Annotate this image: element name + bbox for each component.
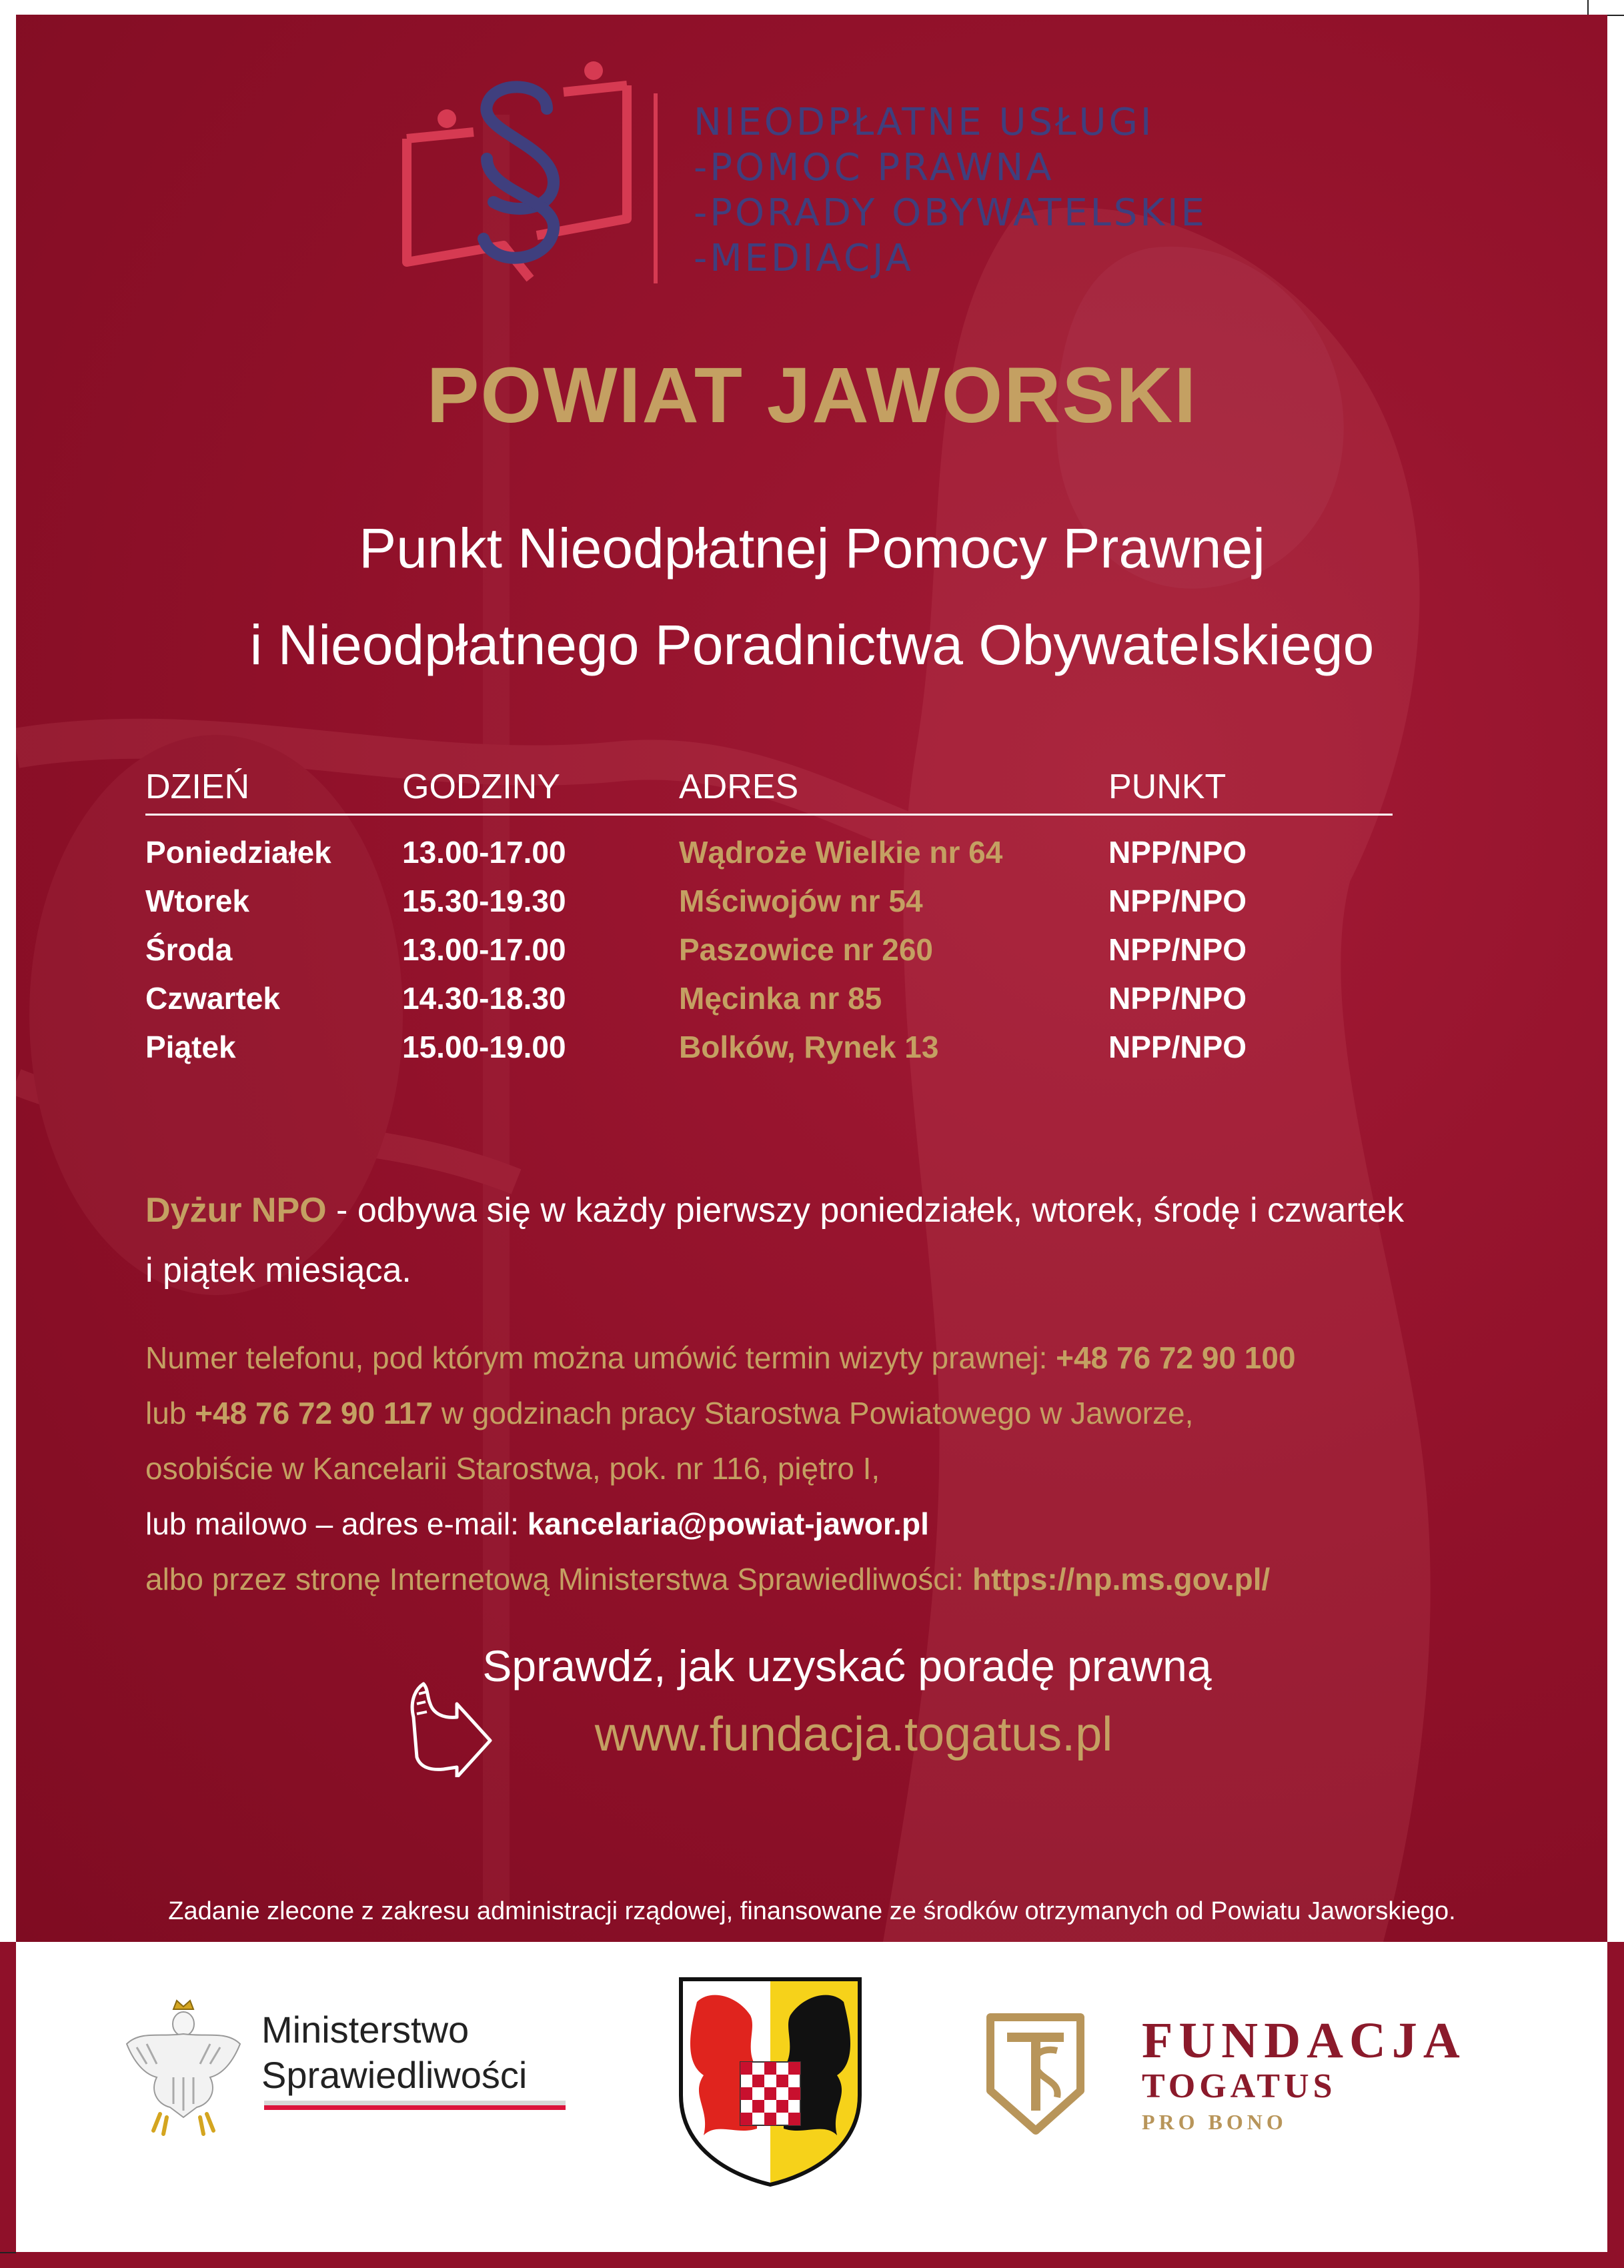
- logo-services-text: [694, 100, 1207, 281]
- row-hours: 15.30-19.30: [402, 884, 566, 918]
- polish-eagle-emblem: [120, 1997, 247, 2137]
- row-day: Piątek: [145, 1030, 236, 1064]
- county-title: POWIAT JAWORSKI: [426, 351, 1198, 439]
- row-address: Paszowice nr 260: [679, 932, 933, 967]
- table-row: [145, 878, 1393, 926]
- ministry-url-link[interactable]: https://np.ms.gov.pl/: [972, 1562, 1271, 1596]
- email-link[interactable]: kancelaria@powiat-jawor.pl: [527, 1506, 929, 1541]
- phone-number-2[interactable]: +48 76 72 90 117: [195, 1396, 434, 1430]
- row-address: Mściwojów nr 54: [679, 884, 923, 918]
- header-address: ADRES: [679, 768, 799, 806]
- row-point: NPP/NPO: [1108, 884, 1247, 918]
- logo-divider: [654, 93, 658, 283]
- contact-line-5: albo przez stronę Internetową Ministerstwa Sprawiedliwości:: [145, 1562, 972, 1596]
- crop-mark: [0, 2252, 16, 2253]
- table-row: [145, 975, 1393, 1024]
- subtitle-line-2: i Nieodpłatnego Poradnictwa Obywatelskiego: [249, 614, 1375, 676]
- row-day: Środa: [145, 932, 233, 967]
- row-day: Poniedziałek: [145, 835, 331, 870]
- county-coat-of-arms: [677, 1975, 864, 2187]
- row-address: Męcinka nr 85: [679, 981, 882, 1016]
- row-day: Wtorek: [145, 884, 249, 918]
- row-hours: 13.00-17.00: [402, 835, 566, 870]
- contact-line-1: Numer telefonu, pod którym można umówić termin wizyty prawnej:: [145, 1340, 1056, 1375]
- duty-lead: Dyżur NPO: [145, 1191, 327, 1230]
- foundation-line-2: TOGATUS: [1142, 2067, 1337, 2105]
- row-address: Bolków, Rynek 13: [679, 1030, 939, 1064]
- point-subtitle: [0, 500, 1624, 694]
- row-point: NPP/NPO: [1108, 1030, 1247, 1064]
- website-link[interactable]: www.fundacja.togatus.pl: [594, 1708, 1113, 1761]
- header-hours: GODZINY: [402, 768, 560, 806]
- logo-line-4: -MEDIACJA: [694, 237, 914, 280]
- subtitle-line-1: Punkt Nieodpłatnej Pomocy Prawnej: [359, 517, 1265, 580]
- frame-strip-bottom: [0, 2252, 1624, 2268]
- ministry-flag-underline: [264, 2101, 566, 2110]
- foundation-line-1: FUNDACJA: [1142, 2013, 1466, 2069]
- duty-paragraph: [145, 1180, 1519, 1300]
- foundation-name: [1142, 2014, 1466, 2138]
- frame-strip-left: [0, 1942, 16, 2252]
- row-point: NPP/NPO: [1108, 981, 1247, 1016]
- crop-mark: [1607, 15, 1624, 16]
- header-point: PUNKT: [1108, 768, 1227, 806]
- ministry-line-1: Ministerstwo: [261, 2009, 470, 2051]
- contact-paragraph: [145, 1330, 1546, 1607]
- phone-number-1[interactable]: +48 76 72 90 100: [1056, 1340, 1296, 1375]
- foundation-line-3: PRO BONO: [1142, 2110, 1287, 2134]
- togatus-monogram-logo: [984, 2011, 1087, 2137]
- table-row: [145, 1024, 1393, 1072]
- table-row: [145, 829, 1393, 878]
- paragraph-book-logo: [393, 59, 640, 292]
- row-hours: 14.30-18.30: [402, 981, 566, 1016]
- contact-line-2-post: w godzinach pracy Starostwa Powiatowego w Jaworze,: [433, 1396, 1194, 1430]
- logo-line-2: -POMOC PRAWNA: [694, 146, 1054, 189]
- duty-text-2: i piątek miesiąca.: [145, 1251, 412, 1290]
- logo-line-3: -PORADY OBYWATELSKIE: [694, 191, 1207, 235]
- row-point: NPP/NPO: [1108, 835, 1247, 870]
- schedule-table: [145, 760, 1393, 1072]
- logo-line-1: NIEODPŁATNE USŁUGI: [694, 101, 1154, 144]
- ministry-name: [261, 2007, 527, 2098]
- schedule-body: [145, 829, 1393, 1072]
- contact-line-2-pre: lub: [145, 1396, 195, 1430]
- row-day: Czwartek: [145, 981, 280, 1016]
- crop-mark: [1587, 0, 1589, 15]
- row-point: NPP/NPO: [1108, 932, 1247, 967]
- frame-strip-right: [1607, 1942, 1624, 2252]
- table-row: [145, 926, 1393, 975]
- duty-text: - odbywa się w każdy pierwszy poniedziałek, wtorek, środę i czwartek: [326, 1191, 1405, 1230]
- row-hours: 13.00-17.00: [402, 932, 566, 967]
- ministry-line-2: Sprawiedliwości: [261, 2054, 528, 2096]
- cta-text: Sprawdź, jak uzyskać poradę prawną: [482, 1641, 1212, 1690]
- funding-note: Zadanie zlecone z zakresu administracji rządowej, finansowane ze środków otrzymanych od Powiatu Jaworskiego.: [168, 1897, 1456, 1925]
- contact-line-4: lub mailowo – adres e-mail:: [145, 1506, 528, 1541]
- header-day: DZIEŃ: [145, 768, 249, 806]
- contact-line-3: osobiście w Kancelarii Starostwa, pok. nr 116, piętro I,: [145, 1451, 880, 1486]
- row-hours: 15.00-19.00: [402, 1030, 566, 1064]
- hand-pointer-icon: [407, 1677, 497, 1777]
- row-address: Wądroże Wielkie nr 64: [679, 835, 1003, 870]
- schedule-header-row: [145, 760, 1393, 816]
